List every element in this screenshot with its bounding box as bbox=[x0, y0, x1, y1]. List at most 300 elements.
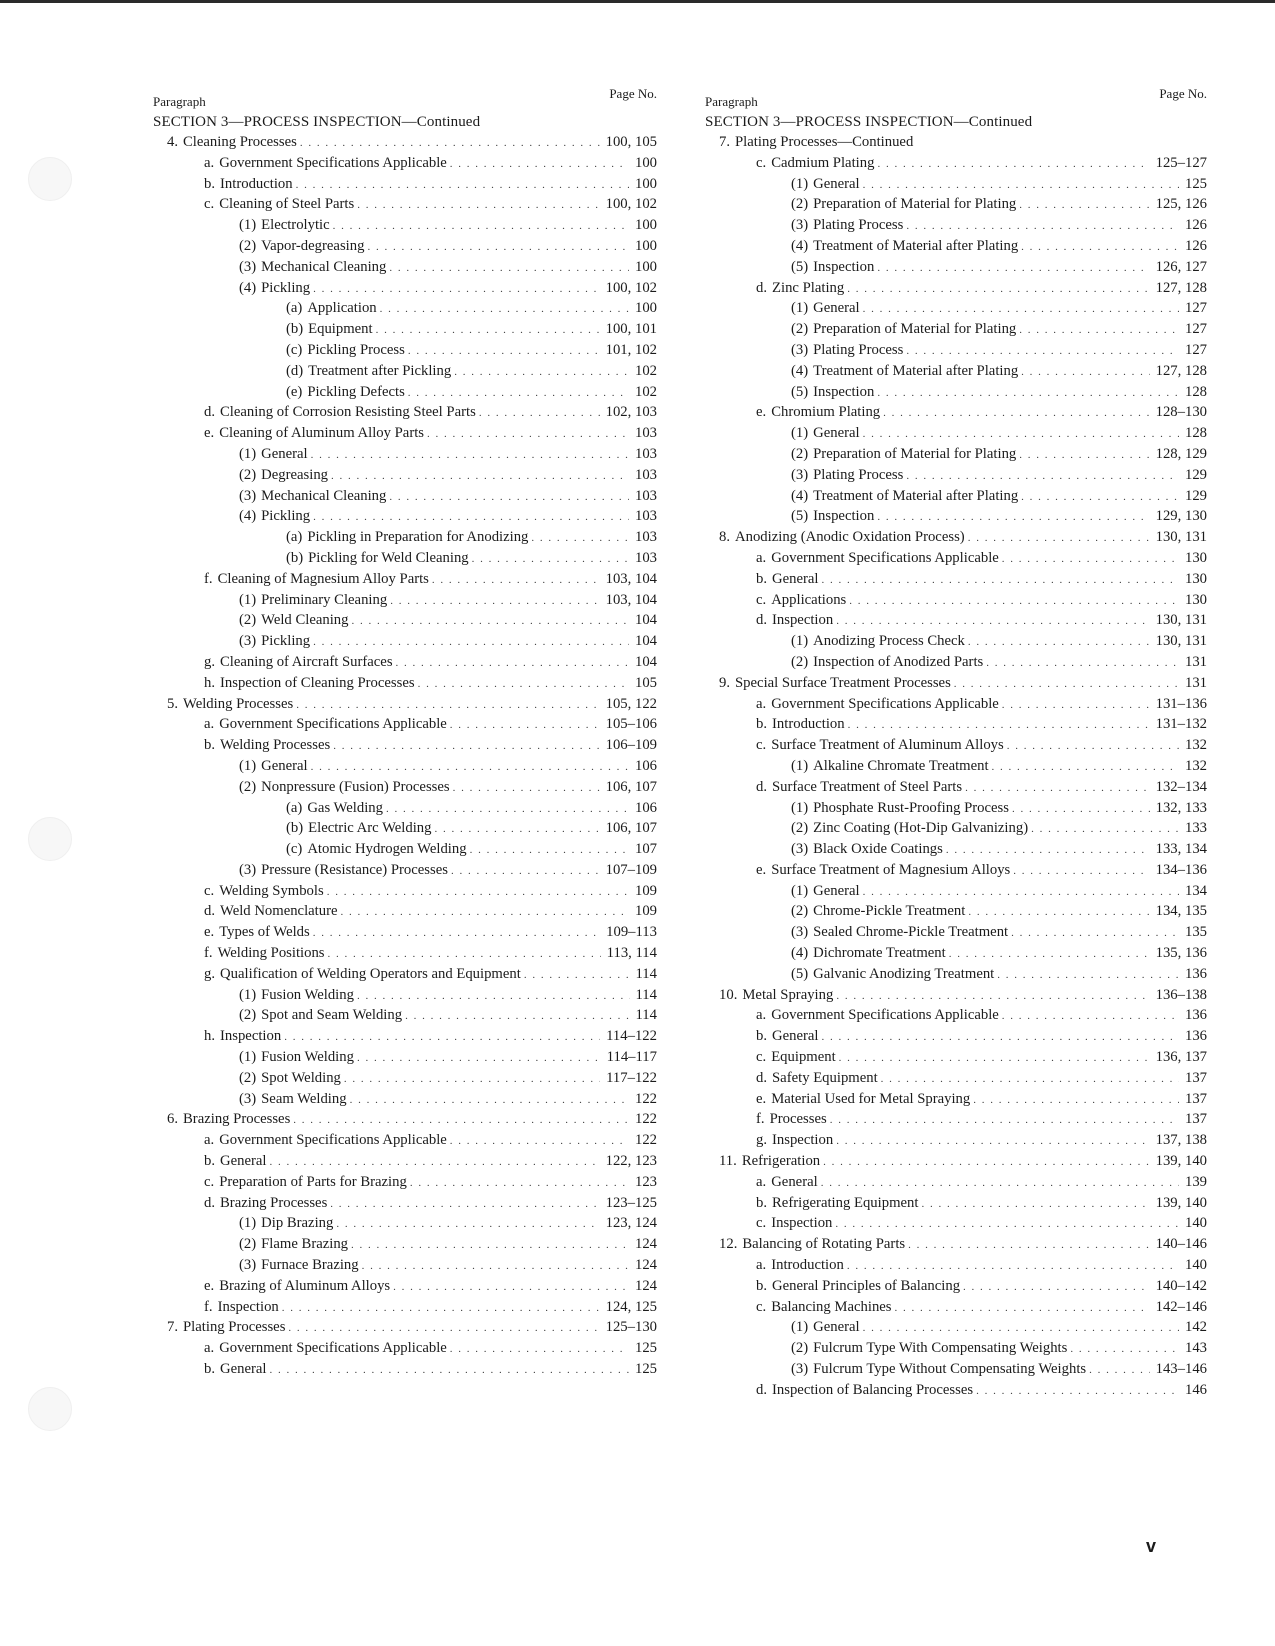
toc-entry-page: 114 bbox=[635, 965, 657, 982]
toc-entry bbox=[705, 1026, 1207, 1047]
toc-entry bbox=[153, 1172, 657, 1193]
toc-entry-number: (3) bbox=[239, 258, 257, 275]
toc-entry bbox=[705, 610, 1207, 631]
dot-leader bbox=[333, 216, 629, 237]
dot-leader bbox=[949, 944, 1150, 965]
binder-hole-middle bbox=[28, 817, 72, 861]
dot-leader bbox=[965, 778, 1149, 799]
dot-leader bbox=[296, 695, 599, 716]
toc-entry bbox=[705, 860, 1207, 881]
dot-leader bbox=[1011, 923, 1179, 944]
toc-entry-title: Inspection bbox=[813, 383, 875, 400]
toc-entry-title: Fusion Welding bbox=[261, 1049, 354, 1066]
page-no-label: Page No. bbox=[1159, 86, 1207, 101]
dot-leader bbox=[341, 902, 629, 923]
toc-entry-number: (1) bbox=[791, 300, 809, 317]
dot-leader bbox=[350, 1090, 629, 1111]
dot-leader bbox=[351, 1235, 629, 1256]
toc-entry-page: 100 bbox=[634, 154, 657, 171]
toc-entry-title: Applications bbox=[771, 591, 847, 608]
toc-entry-page: 103 bbox=[634, 508, 657, 525]
toc-entry-title: Surface Treatment of Steel Parts bbox=[772, 778, 963, 795]
toc-entry-title: General bbox=[813, 175, 860, 192]
dot-leader bbox=[300, 133, 600, 154]
toc-entry bbox=[153, 777, 657, 798]
toc-entry-number: (3) bbox=[239, 1257, 257, 1274]
dot-leader bbox=[946, 840, 1150, 861]
paragraph-label: Paragraph bbox=[153, 94, 206, 109]
dot-leader bbox=[524, 965, 630, 986]
dot-leader bbox=[976, 1381, 1179, 1402]
toc-entry-title: Seam Welding bbox=[261, 1090, 347, 1107]
section-heading: SECTION 3—PROCESS INSPECTION—Continued bbox=[705, 114, 1033, 130]
toc-entry-title: Equipment bbox=[771, 1049, 836, 1066]
toc-entry bbox=[153, 798, 657, 819]
toc-entry-page: 114–117 bbox=[606, 1049, 657, 1066]
toc-entry-number: (2) bbox=[791, 445, 809, 462]
toc-entry-page: 114–122 bbox=[606, 1028, 657, 1045]
dot-leader bbox=[357, 986, 630, 1007]
toc-entry-number: (3) bbox=[239, 861, 257, 878]
toc-entry-page: 128–130 bbox=[1155, 404, 1207, 421]
toc-entry-number: d. bbox=[204, 404, 216, 421]
toc-entry-title: Mechanical Cleaning bbox=[261, 487, 387, 504]
toc-entry-title: Cleaning Processes bbox=[183, 134, 297, 150]
toc-entry bbox=[153, 382, 657, 403]
dot-leader bbox=[351, 611, 629, 632]
toc-entry-number: (a) bbox=[286, 799, 303, 816]
toc-entry-title: Alkaline Chromate Treatment bbox=[813, 757, 989, 774]
toc-entry-number: c. bbox=[204, 196, 215, 213]
toc-entry bbox=[705, 922, 1207, 943]
toc-entry-page: 127 bbox=[1184, 300, 1207, 317]
toc-entry-title: Qualification of Welding Operators and Equipment bbox=[220, 965, 521, 982]
toc-entry-page: 106, 107 bbox=[605, 778, 657, 795]
toc-entry bbox=[153, 444, 657, 465]
toc-entry-page: 122 bbox=[634, 1132, 657, 1149]
dot-leader bbox=[908, 1235, 1149, 1256]
toc-entry-title: Inspection of Anodized Parts bbox=[813, 653, 984, 670]
dot-leader bbox=[434, 819, 599, 840]
toc-entry bbox=[153, 818, 657, 839]
toc-entry bbox=[705, 340, 1207, 361]
toc-entry-number: d. bbox=[756, 1069, 768, 1086]
toc-entry-page: 132 bbox=[1184, 737, 1207, 754]
toc-entry-number: g. bbox=[204, 653, 216, 670]
dot-leader bbox=[836, 611, 1149, 632]
toc-entry bbox=[705, 694, 1207, 715]
toc-entry-title: General Principles of Balancing bbox=[772, 1277, 961, 1294]
toc-entry-number: (2) bbox=[239, 1007, 257, 1024]
toc-entry-page: 104 bbox=[634, 612, 657, 629]
toc-entry-number: b. bbox=[756, 716, 768, 733]
toc-entry-number: c. bbox=[204, 882, 215, 899]
toc-entry-page: 130 bbox=[1184, 591, 1207, 608]
toc-entry-title: Flame Brazing bbox=[261, 1236, 349, 1253]
dot-leader bbox=[863, 1318, 1179, 1339]
toc-entry-page: 100, 105 bbox=[605, 134, 657, 150]
dot-leader bbox=[877, 258, 1149, 279]
toc-entry-number: (1) bbox=[791, 175, 809, 192]
toc-entry bbox=[153, 756, 657, 777]
toc-entry-page: 100 bbox=[634, 217, 657, 234]
toc-entry-number: c. bbox=[756, 1298, 767, 1315]
binder-hole-top bbox=[28, 157, 72, 201]
toc-entry-page: 140–142 bbox=[1155, 1277, 1207, 1294]
toc-entry-number: (1) bbox=[239, 217, 257, 234]
dot-leader bbox=[822, 570, 1179, 591]
column-header bbox=[705, 86, 1207, 112]
toc-entry-number: (1) bbox=[791, 757, 809, 774]
toc-entry-number: d. bbox=[756, 778, 768, 795]
toc-entry-title: General bbox=[813, 300, 860, 317]
toc-entry-number: e. bbox=[204, 1277, 215, 1294]
dot-leader bbox=[327, 882, 629, 903]
dot-leader bbox=[450, 1131, 629, 1152]
toc-entry-title: Electric Arc Welding bbox=[308, 820, 432, 837]
toc-entry-page: 131 bbox=[1184, 653, 1207, 670]
toc-entry-page: 127, 128 bbox=[1155, 279, 1207, 296]
toc-entry-page: 109 bbox=[634, 882, 657, 899]
toc-entry-number: (a) bbox=[286, 300, 303, 317]
dot-leader bbox=[288, 1318, 599, 1339]
dot-leader bbox=[311, 445, 629, 466]
toc-entry bbox=[705, 839, 1207, 860]
toc-entry-page: 100 bbox=[634, 175, 657, 192]
toc-entry-title: Preparation of Material for Plating bbox=[813, 321, 1017, 338]
toc-entry-page: 132 bbox=[1184, 757, 1207, 774]
dot-leader bbox=[835, 1214, 1179, 1235]
toc-entry bbox=[705, 1380, 1207, 1401]
toc-entry bbox=[705, 506, 1207, 527]
toc-entry bbox=[153, 1276, 657, 1297]
toc-entry bbox=[153, 257, 657, 278]
toc-entry-number: (c) bbox=[286, 341, 303, 358]
toc-entry-page: 142–146 bbox=[1155, 1298, 1207, 1315]
toc-entry bbox=[153, 1297, 657, 1318]
toc-entry bbox=[153, 610, 657, 631]
toc-entry bbox=[705, 194, 1207, 215]
dot-leader bbox=[1013, 861, 1149, 882]
toc-entry-page: 122 bbox=[634, 1111, 657, 1128]
toc-entry bbox=[153, 735, 657, 756]
toc-entry-number: (3) bbox=[791, 841, 809, 858]
dot-leader bbox=[906, 216, 1179, 237]
toc-entry-title: General bbox=[772, 570, 819, 587]
dot-leader bbox=[863, 424, 1179, 445]
toc-entry-title: Pickling bbox=[261, 633, 311, 650]
toc-entry bbox=[153, 881, 657, 902]
toc-entry-number: c. bbox=[204, 1173, 215, 1190]
toc-entry-number: a. bbox=[756, 549, 767, 566]
toc-entry bbox=[705, 402, 1207, 423]
dot-leader bbox=[968, 528, 1150, 549]
dot-leader bbox=[839, 1048, 1150, 1069]
toc-entry bbox=[153, 943, 657, 964]
toc-entry-title: General bbox=[813, 882, 860, 899]
toc-entry-number: a. bbox=[204, 1340, 215, 1357]
toc-entry-number: (1) bbox=[239, 757, 257, 774]
toc-entry-page: 132, 133 bbox=[1155, 799, 1207, 816]
toc-entry bbox=[705, 1172, 1207, 1193]
dot-leader bbox=[479, 403, 600, 424]
toc-entry-number: (4) bbox=[239, 279, 257, 296]
dot-leader bbox=[954, 674, 1179, 695]
page-folio: v bbox=[1145, 1536, 1156, 1556]
dot-leader bbox=[453, 778, 600, 799]
toc-entry-page: 125 bbox=[634, 1340, 657, 1357]
toc-entry-title: Preparation of Parts for Brazing bbox=[219, 1173, 407, 1190]
toc-entry-number: (5) bbox=[791, 258, 809, 275]
toc-entry bbox=[705, 423, 1207, 444]
dot-leader bbox=[451, 861, 600, 882]
dot-leader bbox=[450, 1339, 629, 1360]
toc-entry-page: 133, 134 bbox=[1155, 841, 1207, 858]
toc-entry-title: Plating Process bbox=[813, 466, 904, 483]
toc-entry-title: Welding Positions bbox=[217, 945, 325, 962]
toc-entry-number: (2) bbox=[239, 1069, 257, 1086]
toc-entry-title: Pickling bbox=[261, 508, 311, 525]
toc-entry bbox=[705, 132, 1207, 153]
toc-entry bbox=[705, 1151, 1207, 1172]
dot-leader bbox=[997, 965, 1179, 986]
toc-entry-page: 103, 104 bbox=[605, 570, 657, 587]
toc-entry bbox=[153, 860, 657, 881]
toc-entry-page: 128, 129 bbox=[1155, 445, 1207, 462]
toc-entry-title: General bbox=[220, 1361, 267, 1378]
toc-entry-number: c. bbox=[756, 154, 767, 171]
toc-entry-page: 102 bbox=[634, 362, 657, 379]
toc-entry bbox=[705, 278, 1207, 299]
toc-entry-page: 103, 104 bbox=[605, 591, 657, 608]
toc-entry-page: 140 bbox=[1184, 1215, 1207, 1232]
dot-leader bbox=[396, 653, 629, 674]
dot-leader bbox=[410, 1173, 629, 1194]
toc-entry-title: Metal Spraying bbox=[742, 986, 834, 1003]
toc-entry-number: (b) bbox=[286, 549, 304, 566]
toc-entry bbox=[705, 881, 1207, 902]
toc-entry-number: c. bbox=[756, 1049, 767, 1066]
toc-entry-title: General bbox=[813, 425, 860, 442]
toc-entry bbox=[153, 1089, 657, 1110]
dot-leader bbox=[367, 237, 629, 258]
dot-leader bbox=[270, 1360, 629, 1381]
toc-entry-page: 125, 126 bbox=[1155, 196, 1207, 213]
toc-entry-page: 136 bbox=[1184, 1028, 1207, 1045]
toc-entry-number: c. bbox=[756, 591, 767, 608]
dot-leader bbox=[389, 487, 629, 508]
toc-entry-page: 125–127 bbox=[1155, 154, 1207, 171]
toc-entry-page: 140–146 bbox=[1155, 1236, 1207, 1253]
toc-entry-number: (1) bbox=[791, 425, 809, 442]
dot-leader bbox=[432, 570, 600, 591]
toc-entry-title: Government Specifications Applicable bbox=[771, 695, 999, 712]
toc-entry-title: General bbox=[220, 1153, 267, 1170]
toc-entry bbox=[153, 985, 657, 1006]
toc-entry-page: 140 bbox=[1184, 1257, 1207, 1274]
toc-entry-page: 124 bbox=[634, 1277, 657, 1294]
toc-entry-number: a. bbox=[756, 1257, 767, 1274]
toc-entry-title: Introduction bbox=[220, 175, 293, 192]
toc-entry-title: Chrome-Pickle Treatment bbox=[813, 903, 966, 920]
toc-entry-title: General bbox=[261, 445, 308, 462]
toc-entry-number: d. bbox=[756, 279, 768, 296]
toc-entry-page: 106 bbox=[634, 757, 657, 774]
toc-entry-number: (c) bbox=[286, 841, 303, 858]
toc-entry-number: (5) bbox=[791, 383, 809, 400]
toc-entry bbox=[705, 1193, 1207, 1214]
toc-entry-page: 130 bbox=[1184, 570, 1207, 587]
toc-entry bbox=[705, 1276, 1207, 1297]
toc-entry-number: f. bbox=[204, 945, 213, 962]
toc-entry-number: (2) bbox=[791, 820, 809, 837]
toc-entry-title: Nonpressure (Fusion) Processes bbox=[261, 778, 450, 795]
dot-leader bbox=[357, 195, 599, 216]
toc-entry-number: (3) bbox=[239, 633, 257, 650]
toc-entry bbox=[153, 714, 657, 735]
toc-entry bbox=[153, 215, 657, 236]
dot-leader bbox=[963, 1277, 1150, 1298]
toc-entry-page: 126 bbox=[1184, 237, 1207, 254]
toc-entry bbox=[705, 798, 1207, 819]
toc-entry bbox=[153, 153, 657, 174]
toc-entry-title: Brazing of Aluminum Alloys bbox=[219, 1277, 391, 1294]
toc-entry-number: 11. bbox=[719, 1153, 737, 1170]
toc-entry-title: Surface Treatment of Magnesium Alloys bbox=[771, 861, 1011, 878]
toc-entry bbox=[153, 1068, 657, 1089]
toc-entry-number: (1) bbox=[239, 591, 257, 608]
dot-leader bbox=[333, 736, 599, 757]
toc-entry-page: 113, 114 bbox=[606, 945, 657, 962]
toc-entry-number: (2) bbox=[239, 466, 257, 483]
toc-entry-page: 131–136 bbox=[1155, 695, 1207, 712]
toc-entry-title: Application bbox=[307, 300, 377, 317]
dot-leader bbox=[849, 591, 1179, 612]
dot-leader bbox=[921, 1194, 1149, 1215]
dot-leader bbox=[389, 258, 629, 279]
toc-entry-title: Refrigeration bbox=[741, 1153, 821, 1170]
toc-entry-page: 127, 128 bbox=[1155, 362, 1207, 379]
dot-leader bbox=[282, 1298, 600, 1319]
toc-entry-page: 123, 124 bbox=[605, 1215, 657, 1232]
section-heading: SECTION 3—PROCESS INSPECTION—Continued bbox=[153, 114, 481, 130]
dot-leader bbox=[847, 279, 1149, 300]
dot-leader bbox=[1089, 1360, 1149, 1381]
toc-entry-title: Anodizing (Anodic Oxidation Process) bbox=[735, 529, 965, 546]
toc-entry-page: 136 bbox=[1184, 1007, 1207, 1024]
toc-entry bbox=[705, 382, 1207, 403]
toc-entry bbox=[705, 1130, 1207, 1151]
toc-entry bbox=[705, 818, 1207, 839]
toc-entry-page: 117–122 bbox=[606, 1069, 657, 1086]
toc-entry-page: 100, 102 bbox=[605, 196, 657, 213]
dot-leader bbox=[1012, 799, 1150, 820]
toc-entry-page: 106, 107 bbox=[605, 820, 657, 837]
toc-entry-title: Cleaning of Aircraft Surfaces bbox=[220, 653, 393, 670]
toc-entry-title: Types of Welds bbox=[219, 924, 310, 941]
toc-entry bbox=[153, 132, 657, 153]
toc-entry bbox=[153, 922, 657, 943]
toc-entry-page: 122, 123 bbox=[605, 1153, 657, 1170]
toc-entry-number: e. bbox=[204, 425, 215, 442]
toc-entry bbox=[153, 465, 657, 486]
toc-entry-page: 106 bbox=[634, 799, 657, 816]
dot-leader bbox=[863, 882, 1179, 903]
toc-entry-page: 100, 101 bbox=[605, 321, 657, 338]
toc-entry-title: Balancing of Rotating Parts bbox=[742, 1236, 906, 1253]
toc-entry-title: Cleaning of Steel Parts bbox=[219, 196, 355, 213]
toc-entry-page: 104 bbox=[634, 633, 657, 650]
dot-leader bbox=[992, 757, 1179, 778]
toc-entry-page: 143–146 bbox=[1155, 1361, 1207, 1378]
toc-entry-page: 131–132 bbox=[1155, 716, 1207, 733]
dot-leader bbox=[331, 466, 629, 487]
dot-leader bbox=[313, 279, 599, 300]
toc-entry bbox=[153, 423, 657, 444]
toc-entry-number: (1) bbox=[239, 986, 257, 1003]
toc-entry-title: Spot Welding bbox=[261, 1069, 341, 1086]
dot-leader bbox=[1007, 736, 1179, 757]
dot-leader bbox=[1019, 445, 1149, 466]
dot-leader bbox=[386, 799, 629, 820]
toc-entry-title: Government Specifications Applicable bbox=[771, 549, 999, 566]
toc-entry-number: (2) bbox=[791, 321, 809, 338]
toc-entry-title: Chromium Plating bbox=[771, 404, 881, 421]
dot-leader bbox=[293, 1110, 629, 1131]
toc-entry-title: Plating Processes—Continued bbox=[735, 134, 914, 150]
toc-entry-number: a. bbox=[756, 1173, 767, 1190]
dot-leader bbox=[336, 1214, 599, 1235]
toc-entry-title: Black Oxide Coatings bbox=[813, 841, 943, 858]
toc-entry-title: Welding Symbols bbox=[219, 882, 324, 899]
toc-entry-page: 103 bbox=[634, 445, 657, 462]
toc-entry-page: 125–130 bbox=[605, 1319, 657, 1336]
toc-entry-number: (2) bbox=[791, 903, 809, 920]
dot-leader bbox=[330, 1194, 599, 1215]
toc-entry-number: (b) bbox=[286, 321, 304, 338]
toc-entry-page: 105–106 bbox=[605, 716, 657, 733]
dot-leader bbox=[822, 1027, 1179, 1048]
toc-entry-title: Electrolytic bbox=[261, 217, 330, 234]
toc-entry-page: 128 bbox=[1184, 383, 1207, 400]
toc-entry-number: (2) bbox=[791, 1340, 809, 1357]
toc-entry bbox=[705, 943, 1207, 964]
toc-entry bbox=[705, 1213, 1207, 1234]
toc-entry-title: Zinc Coating (Hot-Dip Galvanizing) bbox=[813, 820, 1029, 837]
toc-entry-title: Atomic Hydrogen Welding bbox=[307, 841, 467, 858]
toc-entry bbox=[705, 257, 1207, 278]
toc-entry bbox=[705, 1047, 1207, 1068]
toc-entry-page: 109–113 bbox=[606, 924, 657, 941]
dot-leader bbox=[1021, 237, 1179, 258]
toc-entry-number: 10. bbox=[719, 986, 738, 1003]
toc-entry-title: Fulcrum Type With Compensating Weights bbox=[813, 1340, 1068, 1357]
toc-entry-title: Special Surface Treatment Processes bbox=[735, 674, 951, 691]
toc-entry bbox=[153, 839, 657, 860]
toc-entry-title: Surface Treatment of Aluminum Alloys bbox=[771, 737, 1004, 754]
toc-entry-page: 139, 140 bbox=[1155, 1194, 1207, 1211]
toc-entry-number: 7. bbox=[167, 1319, 179, 1336]
toc-entry bbox=[705, 444, 1207, 465]
dot-leader bbox=[836, 986, 1149, 1007]
toc-entry bbox=[153, 527, 657, 548]
toc-entry-page: 122 bbox=[634, 1090, 657, 1107]
toc-entry-number: (5) bbox=[791, 965, 809, 982]
dot-leader bbox=[1070, 1339, 1179, 1360]
toc-entry bbox=[153, 298, 657, 319]
toc-entry-title: Zinc Plating bbox=[772, 279, 845, 296]
toc-entry bbox=[153, 361, 657, 382]
